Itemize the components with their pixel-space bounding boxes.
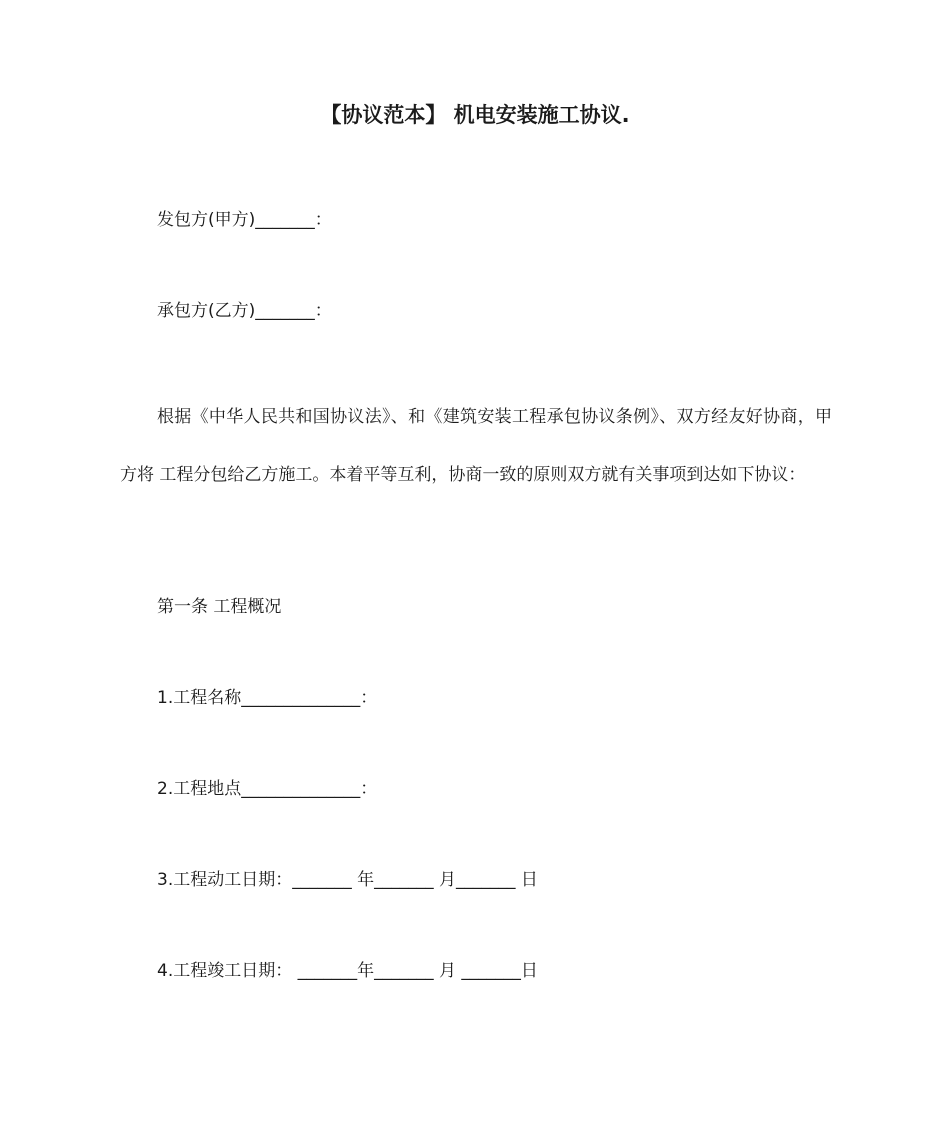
item-project-location: 2.工程地点______________： (157, 779, 378, 799)
article-heading: 第一条 工程概况 (157, 597, 282, 617)
party-b-line: 承包方(乙方)_______： (157, 301, 332, 321)
document-title: 【协议范本】 机电安装施工协议. (320, 103, 630, 127)
item-start-date: 3.工程动工日期：_______ 年_______ 月_______ 日 (157, 870, 538, 890)
intro-paragraph: 根据《中华人民共和国协议法》、和《建筑安装工程承包协议条例》、双方经友好协商，甲方将 工程分包给乙方施工。本着平等互利，协商一致的原则双方就有关事项到达如下协议： (120, 407, 832, 485)
party-a-line: 发包方(甲方)_______： (157, 210, 332, 230)
item-completion-date: 4.工程竣工日期： _______年_______ 月 _______日 (157, 961, 538, 981)
item-project-name: 1.工程名称______________： (157, 688, 378, 708)
